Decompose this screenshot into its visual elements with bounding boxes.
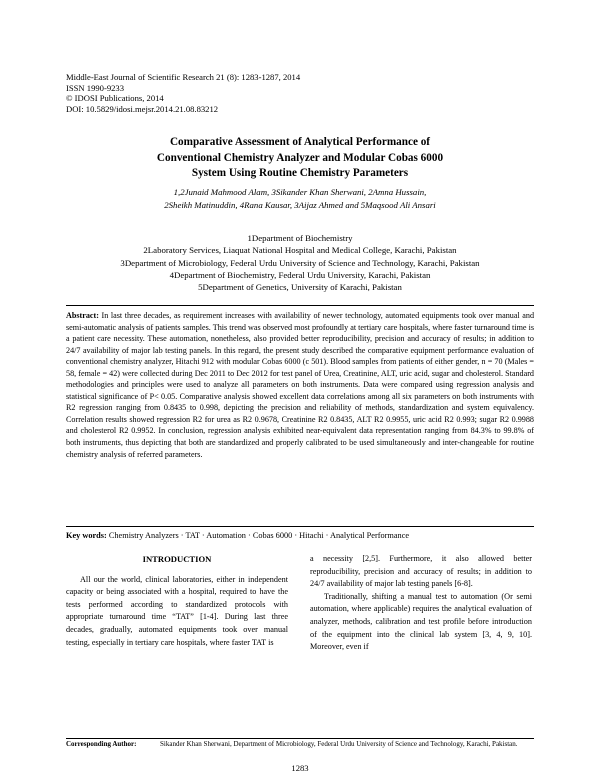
abstract-text: In last three decades, as requirement increases with availability of newer technology, automated equipments took over manual and semi-automatic analysis of patients samples. This trend was observed most profoundly at tertiary care hospitals, where faster turnaround time is a patient care necessity. These automation, nonetheless, also provided better reproducibility, precision and accuracy of results; in addition to 24/7 availability of major lab testing panels. In this regard, the present study described the comparative equipment performance evaluation of conventional chemistry analyzer, Hitachi 912 with modular Cobas 6000 (c 501). Blood samples from patients of either gender, n = 70 (Males = 58, female = 42) were collected during Dec 2011 to Dec 2012 for test panel of Urea, Creatinine, ALT, uric acid, sugar and cholesterol. Standard methodologies and principles were used to analyze all parameters on both instruments. Data were compared using regression analysis and statistical significance of P< 0.05. Comparative analysis showed excellent data correlations among all six parameters on both instruments with R2 regression ranging from 0.8435 to 0.998, depicting the precision and reliability of methods, standardization and system equivalency. Correlation results showed regression R2 for urea as R2 0.9678, Creatinine R2 0.8435, ALT R2 0.9955, uric acid R2 0.993; sugar R2 0.9988 and cholesterol R2 0.9952. In conclusion, regression analysis exhibited near-equivalent data representation ranging from 84.3% to 99.8% of both instruments, thus depicting that both are standardized and properly calibrated to be used simultaneously and inter-changeable for routine chemistry analysis of referred parameters. <box>66 311 535 459</box>
doi: DOI: 10.5829/idosi.mejsr.2014.21.08.83212 <box>66 103 219 114</box>
journal-header <box>66 72 300 114</box>
paper-title <box>90 135 510 182</box>
title-line-3: System Using Routine Chemistry Parameters <box>191 167 409 179</box>
intro-paragraph: Traditionally, shifting a manual test to automation (Or semi automation, where applicable) requires the analytical evaluation of analyzer, methods, calibration and test profile before introduction of the equipment into the clinical lab system [3, 4, 9, 10]. Moreover, even if <box>310 591 532 652</box>
title-line-1: Comparative Assessment of Analytical Performance of <box>169 136 431 148</box>
copyright: © IDOSI Publications, 2014 <box>66 93 164 104</box>
corresponding-line-1: Sikander Khan Sherwani, Department of Microbiology, <box>160 740 316 748</box>
affiliations <box>40 232 560 293</box>
left-column <box>66 553 288 649</box>
corresponding-line-2: Federal Urdu University of Science and Technology, Karachi, Pakistan. <box>315 740 518 748</box>
keywords-text: Chemistry Analyzers · TAT · Automation · Cobas 6000 · Hitachi · Analytical Performance <box>108 531 410 540</box>
author-line-2: 2Sheikh Matinuddin, 4Rana Kausar, 3Aijaz Ahmed and 5Maqsood Ali Ansari <box>164 200 436 210</box>
title-line-2: Conventional Chemistry Analyzer and Modular Cobas 6000 <box>156 151 444 164</box>
corresponding-label: Corresponding Author: <box>66 740 137 748</box>
intro-paragraph-continued: a necessity [2,5]. Furthermore, it also allowed better reproducibility, precision and accuracy of results; in addition to 24/7 availability of major lab testing panels [6-8]. <box>310 554 532 589</box>
affiliation-item: 1Department of Biochemistry <box>247 233 353 243</box>
corresponding-author <box>66 740 534 748</box>
abstract-bottom-rule <box>66 526 534 527</box>
intro-paragraph: All our the world, clinical laboratories, either in independent capacity or being associated with a hospital, required to have the tests performed according to standardized protocols with appropriate turnaround time “TAT” [1-4]. During last three decades, gradually, automated equipments took over manual testing, especially in tertiary care hospitals, where faster TAT is <box>66 574 288 647</box>
introduction-heading: INTRODUCTION <box>142 554 212 564</box>
keywords <box>66 531 534 540</box>
footnote-rule <box>66 738 534 739</box>
abstract <box>66 310 534 460</box>
issn: ISSN 1990-9233 <box>66 82 125 93</box>
right-column <box>310 553 532 654</box>
affiliation-item: 2Laboratory Services, Liaquat National Hospital and Medical College, Karachi, Pakistan <box>143 245 457 256</box>
journal-citation: Middle-East Journal of Scientific Research 21 (8): 1283-1287, 2014 <box>66 72 301 82</box>
affiliation-item: 5Department of Genetics, University of Karachi, Pakistan <box>198 282 402 293</box>
author-line-1: 1,2Junaid Mahmood Alam, 3Sikander Khan Sherwani, 2Amna Hussain, <box>173 187 427 197</box>
page-number: 1283 <box>291 763 309 773</box>
abstract-label: Abstract: <box>66 311 99 320</box>
keywords-label: Key words: <box>66 531 107 540</box>
abstract-top-rule <box>66 305 534 306</box>
author-list <box>60 186 540 212</box>
affiliation-item: 3Department of Microbiology, Federal Urdu University of Science and Technology, Karachi, Pakistan <box>120 257 480 268</box>
affiliation-item: 4Department of Biochemistry, Federal Urdu University, Karachi, Pakistan <box>169 269 431 280</box>
